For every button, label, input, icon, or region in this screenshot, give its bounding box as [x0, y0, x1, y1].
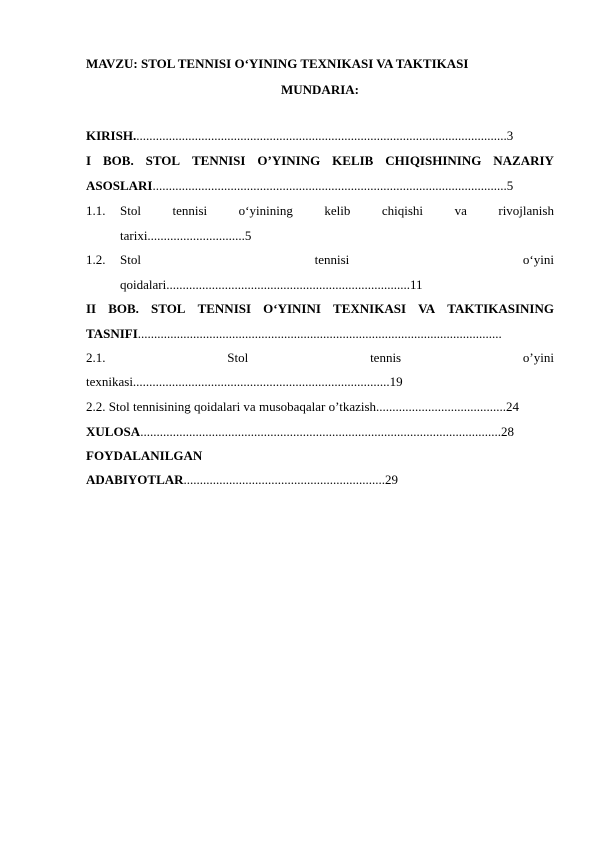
toc-item-2-1-line2: texnikasi...............................................................................19	[86, 374, 403, 389]
toc-word: STOL	[145, 153, 181, 168]
toc-item-2-2: 2.2. Stol tennisining qoidalari va musobaqalar o’tkazish........................................24	[86, 399, 520, 414]
toc-entry-adabiyotlar	[86, 472, 554, 488]
toc-entry-xulosa	[86, 424, 554, 440]
toc-word: TAKTIKASINING	[447, 301, 554, 316]
toc-word: CHIQISHINING	[385, 153, 482, 168]
toc-entry-label: TASNIFI	[86, 326, 138, 341]
toc-word: Stol	[120, 252, 141, 267]
toc-leader-dots: ...............................................................................................................	[140, 424, 501, 439]
toc-word: VA	[418, 301, 436, 316]
toc-word: BOB.	[108, 301, 139, 316]
toc-word: KELIB	[332, 153, 374, 168]
toc-entry-label: ASOSLARI	[86, 178, 153, 193]
toc-item-2-1-line1	[86, 350, 554, 366]
toc-word: 2.1.	[86, 350, 106, 365]
toc-word: TENNISI	[192, 153, 246, 168]
toc-word: va	[454, 203, 467, 218]
toc-word: II	[86, 301, 97, 316]
toc-entry-kirish	[86, 128, 554, 144]
toc-entry-bob1-line2	[86, 178, 554, 194]
toc-entry-foydalanilgan: FOYDALANILGAN	[86, 448, 203, 463]
toc-word: tennisi	[314, 252, 350, 267]
document-title: MAVZU: STOL TENNISI O‘YINING TEXNIKASI VA TAKTIKASI	[86, 56, 469, 71]
toc-page-number: 28	[500, 424, 514, 439]
toc-word: O’YINING	[257, 153, 321, 168]
toc-entry-label: KIRISH.	[86, 128, 137, 143]
toc-word: tennisi	[172, 203, 208, 218]
toc-entry-bob1-line1	[86, 153, 554, 169]
toc-leader-dots: ..............................................................	[183, 472, 386, 487]
toc-word: STOL	[151, 301, 186, 316]
toc-word: Stol	[120, 203, 141, 218]
toc-leader-dots: ..................................................................................................................	[136, 128, 507, 143]
toc-word: o‘yini	[522, 252, 554, 267]
toc-entry-bob2-line2	[86, 326, 554, 342]
toc-page-number: 3	[506, 128, 514, 143]
toc-item-1-2-line1	[120, 252, 554, 268]
toc-leader-dots: .............................................................................................................	[152, 178, 507, 193]
toc-entry-bob2-line1	[86, 301, 554, 317]
toc-item-number: 1.1.	[86, 203, 106, 218]
toc-item-1-1-line2: tarixi..............................5	[120, 228, 252, 243]
toc-word: o‘yinining	[238, 203, 293, 218]
toc-word: Stol	[227, 350, 249, 365]
toc-word: o’yini	[522, 350, 554, 365]
toc-word: I	[86, 153, 92, 168]
toc-word: kelib	[324, 203, 351, 218]
toc-word: TENNISI	[197, 301, 252, 316]
toc-item-number: 1.2.	[86, 252, 106, 267]
toc-leader-dots: ................................................................................................................	[137, 326, 502, 341]
toc-word: chiqishi	[381, 203, 424, 218]
toc-word: O‘YININI	[263, 301, 321, 316]
toc-word: TEXNIKASI	[333, 301, 406, 316]
contents-heading: MUNDARIA:	[281, 82, 359, 97]
toc-page-number: 5	[506, 178, 514, 193]
toc-entry-label: XULOSA	[86, 424, 141, 439]
toc-word: tennis	[370, 350, 402, 365]
toc-item-1-2-line2: qoidalari...........................................................................11	[120, 277, 423, 292]
toc-entry-label: ADABIYOTLAR	[86, 472, 184, 487]
toc-page-number: 29	[385, 472, 399, 487]
toc-word: BOB.	[102, 153, 134, 168]
toc-word: rivojlanish	[498, 203, 554, 218]
toc-item-1-1-line1	[120, 203, 554, 219]
toc-word: NAZARIY	[493, 153, 554, 168]
